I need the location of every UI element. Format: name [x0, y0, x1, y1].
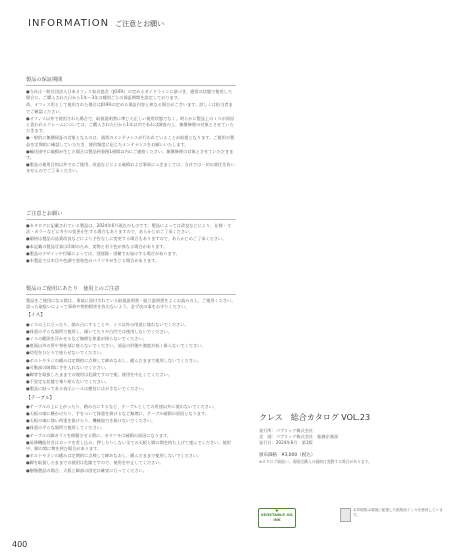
notes-section: [26, 210, 236, 265]
leaf-icon: ❦: [274, 508, 280, 514]
notes-paragraph: ●本記載の製品写真は印刷のため、実物と若干色が異なる場合があります。: [26, 243, 168, 249]
table-note-item: ●昇降機能付きはロックを差し込み、押したりしない全ての天板と脚の間を持ち上げて運んでください。使用中、脚の間に物を挟む場合があります。: [26, 439, 231, 452]
eco-note: 本印刷物は環境に配慮した植物油インキを使用しています。: [353, 508, 443, 517]
notes-paragraph: ●カタログに記載されている製品は、2024年6月現在のものです。製品によっては改良などにより、仕様・寸法・カラーなどに多少の変更が生ずる場合もありますので、あらかじめご了承ください。: [26, 223, 232, 235]
table-note-item: ●体重の平らな場所で使用してください。: [26, 425, 106, 431]
warranty-section: [26, 76, 236, 176]
table-note-item: ●樹脂製品の場合、天板と脚部の固定は確実に行ってください。: [26, 467, 147, 473]
chair-note-item: ●不安定な状態で乗り座らないでください。: [26, 379, 110, 385]
chair-note-item: ●可動部の隙間に手を入れないでください。: [26, 364, 110, 370]
usage-body: [26, 298, 236, 474]
vegetable-oil-ink-logo: [258, 508, 296, 528]
catalog-title: クレス 総合カタログ VOL.23: [259, 413, 371, 422]
catalog-info: [259, 412, 439, 465]
catalog-price: 頒布価格 ¥3,000（税込）: [259, 453, 316, 458]
page-number: 400: [12, 540, 28, 549]
page-header: [28, 18, 164, 29]
table-note-item: ●テーブルの上に上がったり、踏み台にするなど、テーブルとしての用途以外に使わないでください。: [26, 403, 218, 409]
warranty-title: 製品の保証期間: [26, 76, 236, 86]
chair-note-item: ●幼児をひとりで座らせないでください。: [26, 350, 105, 356]
eco-badges: [258, 508, 443, 530]
usage-section: [26, 285, 236, 475]
notes-paragraph: ●価格は製品の品質改良などにより予告なしに変更する場合もありますので、あらかじめご了承ください。: [26, 236, 227, 242]
chair-note-item: ●イスの範囲を浮かせるなど無理な体重が掛らないでください。: [26, 336, 147, 342]
catalog-date: 発行日：2024年6月 第1版: [259, 440, 313, 445]
chair-note-item: ●イスの上に立ったり、踏み台にすることや、イス以外の用途に使わないでください。: [26, 321, 189, 327]
table-note-item: ●テーブルの脚ガラスを移動させる際に、ガタツキは破損の原因になります。: [26, 432, 172, 438]
recycle-mark-icon: [340, 508, 351, 522]
usage-intro: 製品をご使用になる際は、事前に添付されている取扱説明書・組立説明書をよくお読みの上、ご使用ください。誤った取扱いによって事故や物的損害を負わないよう、必ず次の事をお守りください。: [26, 298, 236, 310]
notes-paragraph: ●木製品では木目や色調で塗装色のバラツキが生じる場合があります。: [26, 258, 160, 264]
usage-title: 製品のご使用にあたり 使用上のご注意: [26, 285, 236, 295]
table-heading: 【テーブル】: [26, 395, 55, 401]
table-list: [26, 404, 236, 474]
warranty-paragraph: ●製品の使用目的以外でのご使用、改造などによる破損および事故につきましては、当社では一切の責任を負いませんのでご了承ください。: [26, 162, 235, 174]
catalog-planner: 企 画：パブリック株式会社 総務企画部: [259, 434, 339, 439]
warranty-paragraph: 尚、オフィス用として使用された場合はJOIFAの定める保証内容と異なる場合がございます。詳しくは担当者までご確認ください。: [26, 102, 233, 114]
chair-note-item: ●ボルトやネジの緩みは定期的に点検して締めなおし、緩んだままで使用しないでください。: [26, 357, 202, 363]
table-note-item: ●脚を取扱したままでの使用は危険ですので、使用を中止してください。: [26, 460, 164, 466]
warranty-paragraph: ●輸送途中に破損が生じた場合は製品到着後1週間以内にご連絡ください。無償修理の対象とさせていただきます。: [26, 148, 234, 161]
warranty-paragraph: ●オフィス以外で使用された場合で、取扱説明書に準じた正しい使用状態でなく、明らかに製品上のミスが原因と思われるクレームについては、ご購入された日から1年以内であれば調査の上、無償修理の対象とさせていただきます。: [26, 115, 235, 134]
warranty-paragraph: ●一般的に無償保証の対象となるのは、通常のメンテナンスが行われていることが前提となります。ご使用の製品を定期的に確認していただき、使用頻度に応じたメンテナンスをお願いいたします。: [26, 135, 235, 147]
chair-heading: 【イス】: [26, 313, 46, 319]
chair-note-item: ●座面以外の所や脊柱部に座らないでください。部品の形態や強度が低く掛らないでください。: [26, 343, 206, 349]
table-note-item: ●天板の端に強い荷重を掛けたり、機械加力を掛けないでください。: [26, 418, 156, 424]
notes-title: ご注意とお願い: [26, 210, 236, 220]
chair-note-item: ●脚等を取扱したままでの使用は危険ですので使、使用を中止してください。: [26, 372, 173, 378]
catalog-issuer: 発行所：パブリック株式会社: [259, 428, 314, 433]
veg-ink-text: VEGETABLE OIL INK: [260, 512, 294, 522]
catalog-price-note: ※カタログ取扱い、再販売購入の価格は変動する場合があります。: [259, 459, 372, 464]
warranty-body: [26, 89, 236, 175]
chair-note-item: ●製品に貼ってある表示シールは絶対にはがさないでください。: [26, 386, 147, 392]
header-subtitle: ご注意とお願い: [115, 20, 165, 28]
notes-body: [26, 223, 236, 264]
table-note-item: ●ボルトやネジの緩みは定期的に点検して締めなおし、緩んだままで使用しないでください。: [26, 453, 202, 459]
notes-paragraph: ●製品のデザインや付属によっては、別途除・別梱でお届けする場合があります。: [26, 250, 180, 256]
chair-note-item: ●体重の平らな場所で使用し、傾いてたりや凸凹では使用しないでください。: [26, 328, 173, 334]
warranty-paragraph: ●当社は一般社団法人日本オフィス家具協会（JOIFA）の定めるガイドラインに基づき、通常の状態で使用した場合に、ご購入された日から1年〜3年の種別ごとの保証期間を設定しております。: [26, 89, 233, 101]
table-note-item: ●天板の端に腰かけたり、手をついて体重を掛けるなど無理に、テーブル破損の原因となります。: [26, 411, 210, 417]
header-title: INFORMATION: [28, 18, 110, 29]
chair-list: [26, 322, 236, 393]
